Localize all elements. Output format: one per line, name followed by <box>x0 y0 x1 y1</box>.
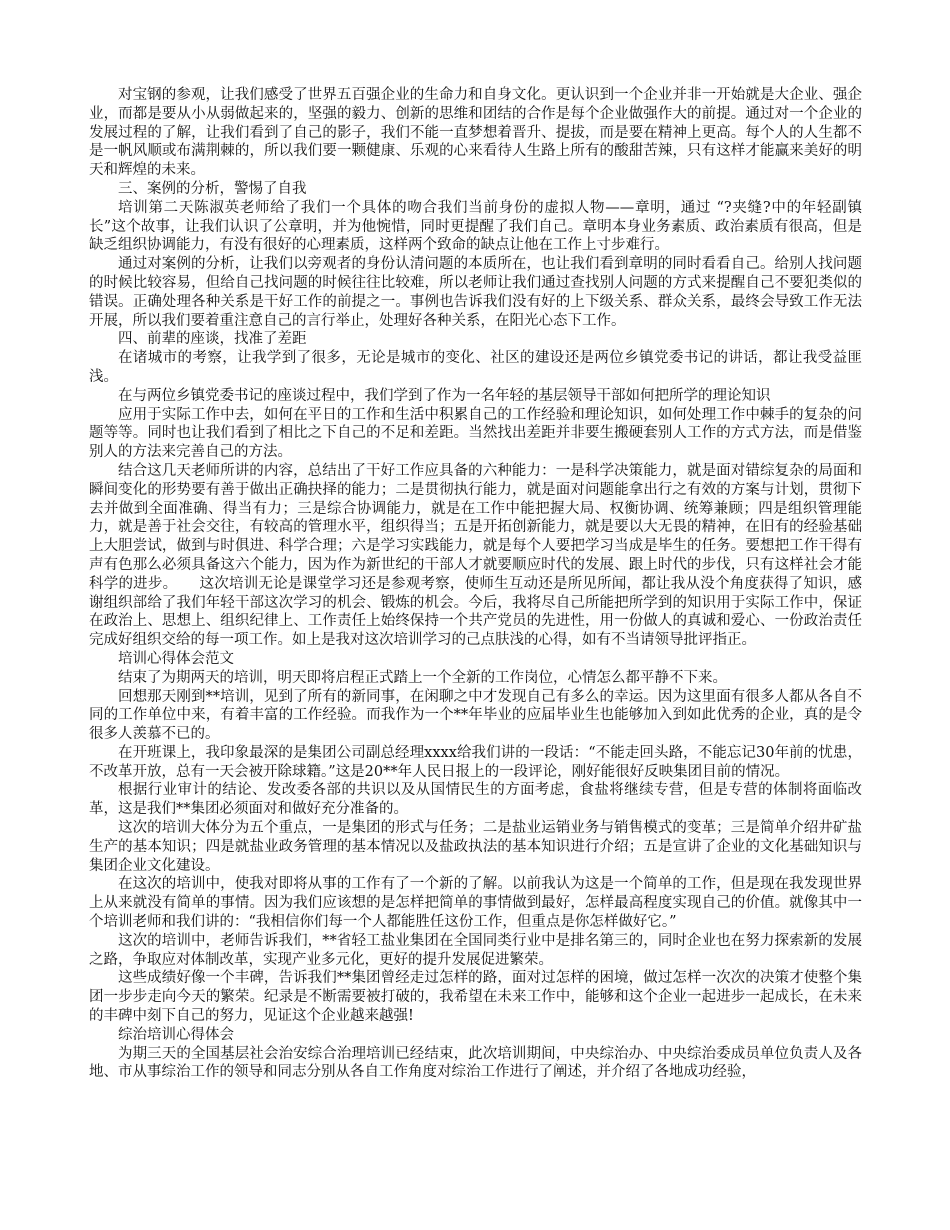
paragraph-talk-process: 在与两位乡镇党委书记的座谈过程中，我们学到了作为一名年轻的基层领导干部如何把所学的理论知识 <box>118 387 771 404</box>
paragraph-salt-reform: 根据行业审计的结论、发改委各部的共识以及从国情民生的方面考虑，食盐将继续专营，但是专营的体制将面临改革，这是我们**集团必须面对和做好充分准备的。 <box>89 782 862 818</box>
paragraph-five-focuses: 这次的培训大体分为五个重点，一是集团的形式与任务；二是盐业运销业务与销售模式的变革；三是简单介绍井矿盐生产的基本知识；四是就盐业政务管理的基本情况以及盐政执法的基本知识进行介绍；五是宣讲了企业的文化基础知识与集团企业文化建设。 <box>89 820 862 874</box>
paragraph-group-ranking: 这次的培训中，老师告诉我们，**省轻工盐业集团在全国同类行业中是排名第三的，同时企业也在努力探索新的发展之路，争取应对体制改革，实现产业多元化，更好的提升发展促进繁荣。 <box>89 932 862 968</box>
paragraph-new-understanding: 在这次的培训中，使我对即将从事的工作有了一个新的了解。以前我认为这是一个简单的工作，但是现在我发现世界上从来就没有简单的事情。因为我们应该想的是怎样把简单的事情做到最好，怎样最高程度实现自己的价值。就像其中一个培训老师和我们讲的：“我相信你们每一个人都能胜任这份工作，但重点是你怎样做好它。” <box>89 876 862 931</box>
paragraph-zhucheng-visit: 在诸城市的考察，让我学到了很多，无论是城市的变化、社区的建设还是两位乡镇党委书记的讲话，都让我受益匪浅。 <box>89 350 862 385</box>
paragraph-monument: 这些成绩好像一个丰碑，告诉我们**集团曾经走过怎样的路，面对过怎样的困境，做过怎样一次次的决策才使整个集团一步步走向今天的繁荣。纪录是不断需要被打破的，我希望在未来工作中，能够和这个企业一起进步一起成长，在未来的丰碑中刻下自己的努力，见证这个企业越来越强! <box>89 970 862 1025</box>
heading-security-training: 综治培训心得体会 <box>118 1026 234 1043</box>
paragraph-case-reflection: 通过对案例的分析，让我们以旁观者的身份认清问题的本质所在，也让我们看到章明的同时看看自己。给别人找问题的时候比较容易，但给自己找问题的时候往往比较难，所以老师让我们通过查找别人问题的方式来提醒自己不要犯类似的错误。正确处理各种关系是干好工作的前提之一。事例也告诉我们没有好的上下级关系、群众关系，最终会导致工作无法开展，所以我们要着重注意自己的言行举止，处理好各种关系，在阳光心态下工作。 <box>89 256 862 329</box>
paragraph-security-intro: 为期三天的全国基层社会治安综合治理培训已经结束，此次培训期间，中央综治办、中央综治委成员单位负责人及各地、市从事综治工作的领导和同志分别从各自工作角度对综治工作进行了阐述，并介绍了各地成功经验， <box>89 1045 862 1081</box>
paragraph-case-story: 培训第二天陈淑英老师给了我们一个具体的吻合我们当前身份的虚拟人物——章明，通过 “?夹缝?中的年轻副镇长”这个故事，让我们认识了公章明，并为他惋惜，同时更提醒了我们自己。章明本身业务素质、政治素质有很高，但是缺乏组织协调能力，有没有很好的心理素质，这样两个致命的缺点让他在工作上寸步难行。 <box>89 199 862 254</box>
paragraph-baosteel-visit: 对宝钢的参观，让我们感受了世界五百强企业的生命力和自身文化。更认识到一个企业并非一开始就是大企业、强企业，而都是要从小从弱做起来的，坚强的毅力、创新的思维和团结的合作是每个企业做强作大的前提。通过对一个企业的发展过程的了解，让我们看到了自己的影子，我们不能一直梦想着晋升、提拔，而是要在精神上更高。每个人的人生都不是一帆风顺或布满荆棘的，所以我们要一颗健康、乐观的心来看待人生路上所有的酸甜苦辣，只有这样才能赢来美好的明天和辉煌的未来。 <box>89 87 862 179</box>
paragraph-new-colleagues: 回想那天刚到**培训，见到了所有的新同事，在闲聊之中才发现自己有多么的幸运。因为这里面有很多人都从各自不同的工作单位中来，有着丰富的工作经验。而我作为一个**年毕业的应届毕业生也能够加入到如此优秀的企业，真的是令很多人羡慕不已的。 <box>89 688 862 743</box>
paragraph-six-abilities: 结合这几天老师所讲的内容，总结出了干好工作应具备的六种能力：一是科学决策能力，就是面对错综复杂的局面和瞬间变化的形势要有善于做出正确抉择的能力；二是贯彻执行能力，就是面对问题能拿出行之有效的方案与计划，贯彻下去并做到全面准确、得当有力；三是综合协调能力，就是在工作中能把握大局、权衡协调、统筹兼顾；四是组织管理能力，就是善于社会交往，有较高的管理水平，组织得当；五是开拓创新能力，就是要以大无畏的精神，在旧有的经验基础上大胆尝试，做到与时俱进、科学合理；六是学习实践能力，就是每个人要把学习当成是毕生的任务。要想把工作干得有声有色那么必须具备这六个能力，因为作为新世纪的干部人才就要顺应时代的发展、跟上时代的步伐，只有这样社会才能科学的进步。 这次培训无论是课堂学习还是参观考察，使师生互动还是所见所闻，都让我从没个角度获得了知识，感谢组织部给了我们年轻干部这次学习的机会、锻炼的机会。今后，我将尽自己所能把所学到的知识用于实际工作中，保证在政治上、思想上、组织纪律上、工作责任上始终保持一个共产党员的先进性，用一份做人的真诚和爱心、一份政治责任完成好组织交给的每一项工作。如上是我对这次培训学习的己点肤浅的心得，如有不当请领导批评指正。 <box>89 462 862 649</box>
paragraph-opening-class: 在开班课上，我印象最深的是集团公司副总经理xxxx给我们讲的一段话：“不能走回头路，不能忘记30年前的忧患，不改革开放，总有一天会被开除球籍。”这是20**年人民日报上的一段评论，刚好能很好反映集团目前的情况。 <box>89 744 862 780</box>
heading-training-essay: 培训心得体会范文 <box>118 650 234 667</box>
paragraph-training-end: 结束了为期两天的培训，明天即将启程正式踏上一个全新的工作岗位，心情怎么都平静不下来。 <box>118 669 727 686</box>
heading-case-analysis: 三、案例的分析，警惕了自我 <box>118 180 307 197</box>
heading-senior-talks: 四、前辈的座谈，找准了差距 <box>118 331 307 348</box>
paragraph-apply-knowledge: 应用于实际工作中去，如何在平日的工作和生活中积累自己的工作经验和理论知识，如何处理工作中棘手的复杂的问题等等。同时也让我们看到了相比之下自己的不足和差距。当然找出差距并非要生搬硬套别人工作的方式方法，而是借鉴别人的方法来完善自己的方法。 <box>89 406 862 461</box>
